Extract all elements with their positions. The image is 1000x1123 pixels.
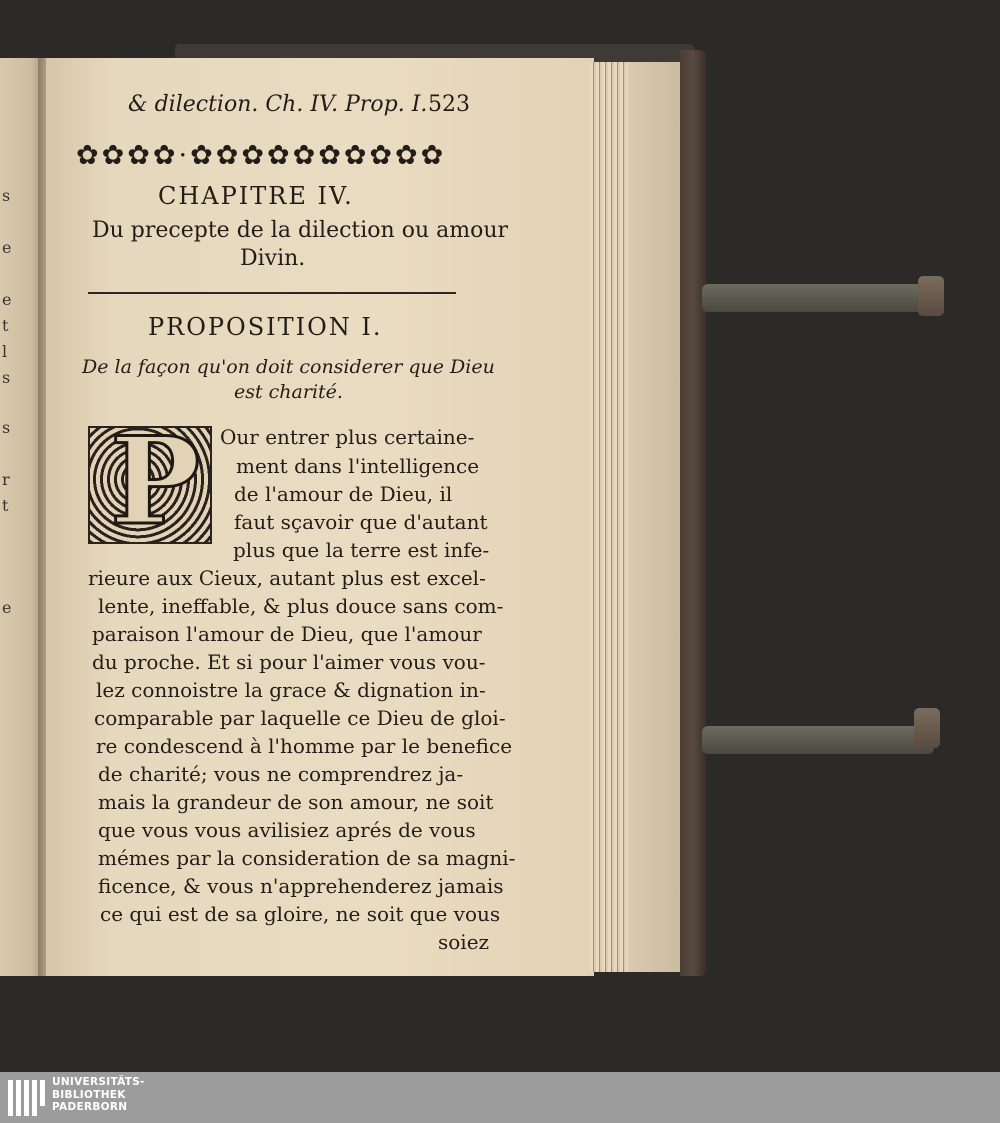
body-line: que vous vous avilisiez aprés de vous xyxy=(98,818,476,842)
page-edges xyxy=(590,62,632,972)
chapter-subtitle: Divin. xyxy=(240,246,306,271)
margin-glyph: r xyxy=(2,470,10,489)
chapter-subtitle: Du precepte de la dilection ou amour xyxy=(92,218,509,243)
body-line: ficence, & vous n'apprehenderez jamais xyxy=(98,874,504,898)
book-spine xyxy=(680,50,706,976)
margin-glyph: s xyxy=(2,368,11,387)
margin-glyph: s xyxy=(2,418,11,437)
body-line: Our entrer plus certaine- xyxy=(220,425,475,449)
library-name-line: UNIVERSITÄTS- xyxy=(52,1076,145,1088)
body-line: faut sçavoir que d'autant xyxy=(234,510,488,534)
body-line: ment dans l'intelligence xyxy=(236,454,480,478)
initial-letter: P xyxy=(110,411,201,552)
proposition-subtitle: est charité. xyxy=(234,381,343,403)
catchword: soiez xyxy=(438,930,490,954)
library-name-line: PADERBORN xyxy=(52,1101,128,1113)
body-line: mais la grandeur de son amour, ne soit xyxy=(98,790,494,814)
chapter-title: CHAPITRE IV. xyxy=(158,182,354,210)
margin-glyph: t xyxy=(2,316,9,335)
body-line: du proche. Et si pour l'aimer vous vou- xyxy=(92,650,486,674)
clasp-lower-end xyxy=(914,708,940,748)
body-line: de charité; vous ne comprendrez ja- xyxy=(98,762,464,786)
library-name-line: BIBLIOTHEK xyxy=(52,1088,126,1101)
page-number: 523 xyxy=(428,92,470,117)
body-line: paraison l'amour de Dieu, que l'amour xyxy=(92,622,482,646)
running-head: & dilection. Ch. IV. Prop. I. xyxy=(128,92,428,117)
body-line: lez connoistre la grace & dignation in- xyxy=(96,678,486,702)
ornament-band: ✿✿✿✿·✿✿✿✿✿✿✿✿✿✿ xyxy=(76,140,447,171)
library-footer xyxy=(0,1072,1000,1123)
margin-glyph: t xyxy=(2,496,9,515)
body-line: ce qui est de sa gloire, ne soit que vous xyxy=(100,902,501,926)
back-board xyxy=(628,62,682,972)
margin-glyph: e xyxy=(2,238,12,257)
body-line: lente, ineffable, & plus douce sans com- xyxy=(98,594,504,618)
clasp-lower xyxy=(702,726,934,754)
margin-glyph: s xyxy=(2,186,11,205)
body-line: de l'amour de Dieu, il xyxy=(234,482,453,506)
divider-rule xyxy=(88,292,456,294)
proposition-subtitle: De la façon qu'on doit considerer que Dieu xyxy=(82,356,495,378)
body-line: comparable par laquelle ce Dieu de gloi- xyxy=(94,706,506,730)
library-name[interactable] xyxy=(52,1076,145,1114)
margin-glyph: l xyxy=(2,342,8,361)
margin-glyph: e xyxy=(2,598,12,617)
margin-glyph: e xyxy=(2,290,12,309)
body-line: rieure aux Cieux, autant plus est excel- xyxy=(88,566,486,590)
body-line: re condescend à l'homme par le benefice xyxy=(96,734,513,758)
clasp-upper-end xyxy=(918,276,944,316)
body-line: plus que la terre est infe- xyxy=(233,538,490,562)
decorated-initial xyxy=(88,411,212,552)
clasp-upper xyxy=(702,284,940,312)
library-logo-icon xyxy=(8,1080,48,1116)
body-line: mémes par la consideration de sa magni- xyxy=(98,846,516,870)
proposition-title: PROPOSITION I. xyxy=(148,313,383,341)
